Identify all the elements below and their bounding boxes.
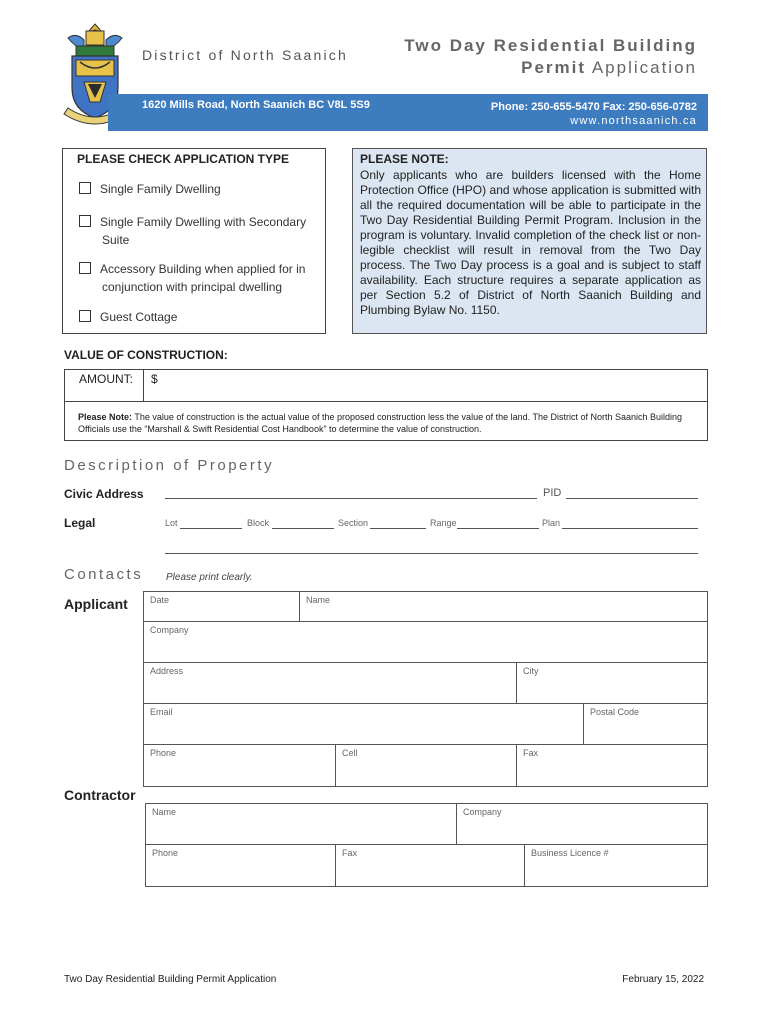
field-label: Name [152, 807, 177, 817]
legal-label: Legal [64, 516, 96, 530]
field-label: Fax [523, 748, 539, 758]
option-label: Accessory Building when applied for in [100, 262, 306, 276]
applicant-address-field[interactable] [144, 663, 517, 704]
field-label: Business Licence # [531, 848, 609, 858]
field-label: Name [306, 595, 331, 605]
value-note-text [78, 411, 698, 435]
contractor-fax-field[interactable] [336, 845, 525, 886]
contractor-grid [145, 803, 708, 887]
checkbox[interactable] [79, 182, 91, 194]
civic-address-field[interactable] [165, 498, 537, 499]
website-link[interactable]: www.northsaanich.ca [570, 115, 697, 127]
lot-field[interactable] [180, 528, 242, 529]
description-of-property-heading: Description of Property [64, 457, 275, 474]
field-label: Company [463, 807, 502, 817]
section-field[interactable] [370, 528, 426, 529]
field-label: Date [150, 595, 170, 605]
contractor-phone-field[interactable] [146, 845, 336, 886]
contractor-licence-field[interactable] [525, 845, 707, 886]
applicant-grid [143, 591, 708, 787]
field-label: Phone [152, 848, 179, 858]
footer-date: February 15, 2022 [622, 974, 704, 985]
section-label: Section [338, 518, 369, 528]
contacts-heading: Contacts [64, 566, 144, 583]
amount-row [64, 369, 708, 402]
form-title-line1: Two Day Residential Building [404, 36, 697, 55]
applicant-label: Applicant [64, 596, 128, 612]
application-type-panel [62, 148, 326, 334]
field-label: Phone [150, 748, 177, 758]
option-single-family-secondary-suite[interactable] [79, 213, 306, 249]
value-note-body: The value of construction is the actual value of the proposed construction less the value of the land. The District of North Saanich Building Officials use the “Marshall & Swift Residential Cost Handbook” to determine the value of construction. [78, 412, 683, 434]
print-clearly-hint: Please print clearly. [166, 572, 253, 583]
applicant-company-field[interactable] [144, 622, 707, 663]
please-note-panel [352, 148, 707, 334]
checkbox[interactable] [79, 310, 91, 322]
office-phone-fax: Phone: 250-655-5470 Fax: 250-656-0782 [490, 101, 697, 113]
form-title-rest: Application [586, 58, 697, 77]
option-label: Guest Cottage [100, 310, 178, 324]
value-of-construction-heading: VALUE OF CONSTRUCTION: [64, 348, 228, 362]
option-label: Single Family Dwelling with Secondary [100, 215, 307, 229]
value-note-box [64, 400, 708, 441]
application-type-heading: PLEASE CHECK APPLICATION TYPE [77, 152, 290, 166]
field-label: Postal Code [590, 707, 640, 717]
plan-label: Plan [542, 518, 561, 528]
legal-extra-field[interactable] [165, 553, 698, 554]
field-label: Fax [342, 848, 358, 858]
contractor-company-field[interactable] [457, 804, 707, 845]
block-label: Block [247, 518, 270, 528]
applicant-city-field[interactable] [517, 663, 707, 704]
office-address: 1620 Mills Road, North Saanich BC V8L 5S9 [142, 99, 370, 111]
amount-field[interactable]: $ [151, 372, 158, 386]
note-body: Only applicants who are builders licensed with the Home Protection Office (HPO) and whose application is submitted with all the required documentation will be able to participate in the Two Day Residential Building Permit Program. Inclusion in the program is voluntary. Invalid completion of the check list or non-legible checklist will result in removal from the Two Day process. The Two Day process is a goal and is subject to staff availability. Each structure requires a separate application as per Section 5.2 of District of North Saanich Building and Plumbing Bylaw No. 1150. [360, 168, 701, 317]
applicant-date-field[interactable] [144, 592, 300, 622]
option-label: Single Family Dwelling [100, 182, 221, 196]
field-label: Email [150, 707, 173, 717]
civic-address-label: Civic Address [64, 487, 144, 501]
option-label-cont: Suite [102, 233, 130, 247]
field-label: City [523, 666, 539, 676]
lot-label: Lot [165, 518, 178, 528]
applicant-email-field[interactable] [144, 704, 584, 745]
checkbox[interactable] [79, 215, 91, 227]
value-note-label: Please Note: [78, 412, 133, 422]
option-single-family[interactable] [79, 180, 221, 198]
applicant-cell-field[interactable] [336, 745, 517, 786]
pid-field[interactable] [566, 498, 698, 499]
footer-form-name: Two Day Residential Building Permit Application [64, 974, 277, 985]
contractor-label: Contractor [64, 787, 136, 803]
option-label-cont: conjunction with principal dwelling [102, 280, 283, 294]
form-title-line2 [521, 58, 697, 78]
applicant-name-field[interactable] [300, 592, 707, 622]
district-name: District of North Saanich [142, 47, 348, 63]
checkbox[interactable] [79, 262, 91, 274]
plan-field[interactable] [562, 528, 698, 529]
range-field[interactable] [457, 528, 539, 529]
block-field[interactable] [272, 528, 334, 529]
applicant-postal-field[interactable] [584, 704, 707, 745]
field-label: Address [150, 666, 184, 676]
applicant-phone-field[interactable] [144, 745, 336, 786]
applicant-fax-field[interactable] [517, 745, 707, 786]
range-label: Range [430, 518, 457, 528]
option-guest-cottage[interactable] [79, 308, 177, 326]
field-label: Cell [342, 748, 358, 758]
form-title-bold: Permit [521, 58, 587, 77]
amount-label: AMOUNT: [79, 372, 133, 386]
divider [143, 370, 144, 401]
option-accessory-building[interactable] [79, 260, 305, 296]
contractor-name-field[interactable] [146, 804, 457, 845]
note-heading: PLEASE NOTE: [360, 152, 449, 166]
pid-label: PID [543, 487, 562, 499]
field-label: Company [150, 625, 189, 635]
